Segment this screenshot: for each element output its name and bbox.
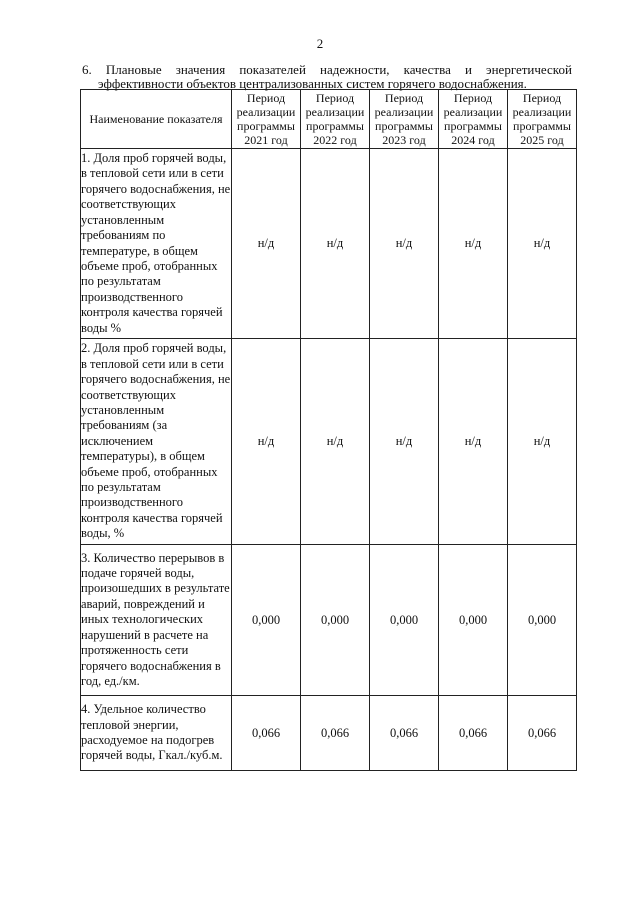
value-cell: н/д	[301, 149, 370, 339]
value-cell: н/д	[370, 339, 439, 545]
column-header-2022: Период реализации программы 2022 год	[301, 90, 370, 149]
value-cell: н/д	[370, 149, 439, 339]
value-cell: 0,000	[370, 545, 439, 696]
indicator-name-cell: 4. Удельное количество тепловой энергии, расходуемое на подогрев горячей воды, Гкал./куб.м.	[81, 696, 232, 771]
heading-word: надежности,	[320, 62, 390, 77]
value-cell: н/д	[232, 149, 301, 339]
indicators-table	[80, 89, 577, 771]
table-row	[81, 149, 577, 339]
value-cell: 0,000	[301, 545, 370, 696]
heading-word: и	[464, 62, 472, 77]
value-cell: 0,000	[232, 545, 301, 696]
value-cell: н/д	[439, 339, 508, 545]
indicator-name-cell: 1. Доля проб горячей воды, в тепловой сети или в сети горячего водоснабжения, не соответствующих установленным требованиям по температуре, в общем объеме проб, отобранных по результатам производственного контроля качества горячей воды %	[81, 149, 232, 339]
table-header-row	[81, 90, 577, 149]
value-cell: 0,066	[232, 696, 301, 771]
section-heading	[82, 63, 572, 91]
value-cell: н/д	[508, 339, 577, 545]
value-cell: 0,066	[301, 696, 370, 771]
value-cell: н/д	[508, 149, 577, 339]
column-header-2025: Период реализации программы 2025 год	[508, 90, 577, 149]
indicator-name-cell: 3. Количество перерывов в подаче горячей воды, произошедших в результате аварий, повреждений и иных технологических нарушений в расчете на протяженность сети горячего водоснабжения в год, ед./км.	[81, 545, 232, 696]
heading-word: качества	[403, 62, 451, 77]
table-row	[81, 545, 577, 696]
heading-line-2: эффективности объектов централизованных систем горячего водоснабжения.	[98, 76, 527, 91]
value-cell: 0,066	[439, 696, 508, 771]
value-cell: 0,066	[370, 696, 439, 771]
heading-line-1	[82, 63, 572, 77]
value-cell: 0,000	[439, 545, 508, 696]
column-header-2021: Период реализации программы 2021 год	[232, 90, 301, 149]
table-row	[81, 339, 577, 545]
heading-word: энергетической	[486, 62, 572, 77]
indicator-name-cell: 2. Доля проб горячей воды, в тепловой сети или в сети горячего водоснабжения, не соответствующих установленным требованиям (за исключением температуры), в общем объеме проб, отобранных по результатам производственного контроля качества горячей воды, %	[81, 339, 232, 545]
column-header-2024: Период реализации программы 2024 год	[439, 90, 508, 149]
column-header-2023: Период реализации программы 2023 год	[370, 90, 439, 149]
column-header-indicator-name: Наименование показателя	[81, 90, 232, 149]
heading-word: 6.	[82, 62, 92, 77]
value-cell: н/д	[301, 339, 370, 545]
table-row	[81, 696, 577, 771]
value-cell: н/д	[232, 339, 301, 545]
value-cell: н/д	[439, 149, 508, 339]
heading-word: показателей	[239, 62, 306, 77]
page-number: 2	[316, 36, 324, 51]
heading-word: значения	[175, 62, 226, 77]
heading-word: Плановые	[105, 62, 162, 77]
value-cell: 0,066	[508, 696, 577, 771]
value-cell: 0,000	[508, 545, 577, 696]
